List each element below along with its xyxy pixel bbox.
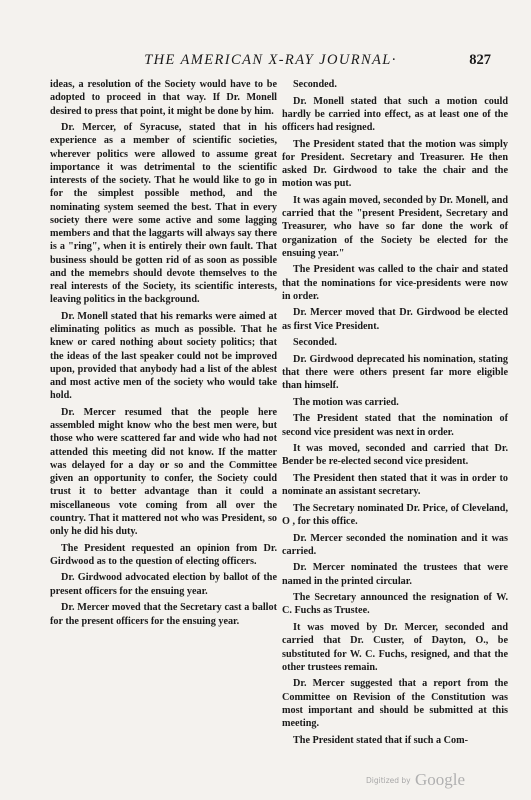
paragraph: Dr. Mercer resumed that the people here assembled might know who the best men were, but those who were scattered far and wide who had not attended this meeting did not know. If the matter was delayed for a day or so and the Committee given an opportunity to confer, the Society could trust it to better advantage than it could a miscellaneous vote coming from all over the country. That it mattered not who was President, so only he did his duty.: [50, 406, 277, 538]
paragraph: Seconded.: [293, 337, 337, 349]
paragraph: Dr. Mercer suggested that a report from the Committee on Revision of the Constitution was most important and should be submitted at this meeting.: [282, 678, 508, 730]
paragraph: It was moved, seconded and carried that Dr. Bender be re-elected second vice president.: [282, 443, 508, 468]
page-header: [50, 52, 491, 72]
page-number: 827: [469, 52, 491, 68]
paragraph: It was again moved, seconded by Dr. Monell, and carried that the "present President, Secretary and Treasurer, who have so far done the work of organization of the Society be elected for the ensuing year.": [282, 194, 508, 259]
left-column: [50, 78, 277, 631]
paragraph: The motion was carried.: [293, 396, 399, 408]
paragraph: The President stated that the motion was simply for President. Secretary and Treasurer. He then asked Dr. Girdwood to take the chair and the motion was put.: [282, 138, 508, 190]
paragraph: ideas, a resolution of the Society would have to be adopted to proceed in that way. If Dr. Monell desired to press that point, it might be done by him.: [50, 79, 277, 117]
paragraph: Seconded.: [293, 79, 337, 90]
paragraph: The President stated that if such a Com-: [293, 734, 468, 746]
paragraph: Dr. Mercer moved that the Secretary cast a ballot for the present officers for the ensuing year.: [50, 602, 277, 627]
paragraph: Dr. Monell stated that such a motion could hardly be carried into effect, as at least one of the officers had resigned.: [282, 95, 508, 134]
paragraph: The Secretary nominated Dr. Price, of Cleveland, O , for this office.: [282, 502, 508, 528]
right-column: [282, 78, 508, 750]
paragraph: Dr. Monell stated that his remarks were aimed at eliminating politics as much as possible. That he knew or cared nothing about society politics; that the ideas of the last speaker could not be improved upon, provided that anybody had a list of the ablest and most active men of the society who would take hold.: [50, 310, 277, 402]
google-logo: Google: [415, 770, 466, 789]
paragraph: Dr. Mercer, of Syracuse, stated that in his experience as a member of scientific societies, wherever politics were allowed to assume great importance it was detrimental to the scientific interests of the society. That he would like to go in for the simplest possible method, and the nominating system seemed the best. That in every society there were some active and some lagging members and that the laggarts will always say there is a "ring", when it is entirely their own fault. That business should be gotten rid of as soon as possible and the memebrs should devote themselves to the real interests of the Society, its scientific interests, leaving politics in the background.: [50, 122, 277, 306]
paragraph: Dr. Mercer seconded the nomination and it was carried.: [282, 532, 508, 557]
paragraph: It was moved by Dr. Mercer, seconded and carried that Dr. Custer, of Dayton, O., be substituted for W. C. Fuchs, resigned, and that the other trustees remain.: [282, 622, 508, 673]
paragraph: The President requested an opinion from Dr. Girdwood as to the question of electing officers.: [50, 542, 277, 567]
paragraph: The President was called to the chair and stated that the nominations for vice-presidents were now in order.: [282, 264, 508, 302]
paragraph: Dr. Mercer moved that Dr. Girdwood be elected as first Vice President.: [282, 307, 508, 332]
running-title: THE AMERICAN X-RAY JOURNAL·: [144, 52, 397, 68]
paragraph: Dr. Mercer nominated the trustees that were named in the printed circular.: [282, 562, 508, 587]
digitized-watermark: [366, 770, 465, 790]
paragraph: Dr. Girdwood advocated election by ballot of the present officers for the ensuing year.: [50, 572, 277, 597]
paragraph: The President then stated that it was in order to nominate an assistant secretary.: [282, 473, 508, 498]
paragraph: The President stated that the nomination of second vice president was next in order.: [282, 413, 508, 438]
paragraph: Dr. Girdwood deprecated his nomination, stating that there were others present far more eligible than himself.: [282, 353, 508, 392]
paragraph: The Secretary announced the resignation of W. C. Fuchs as Trustee.: [282, 592, 508, 617]
watermark-prefix: Digitized by: [366, 776, 411, 785]
